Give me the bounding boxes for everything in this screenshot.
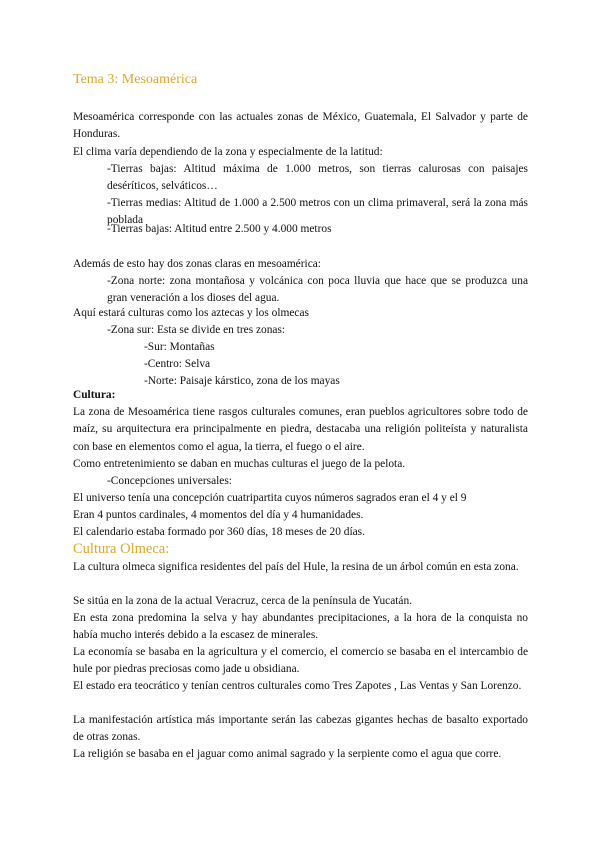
cultura-heading: Cultura: xyxy=(73,389,116,401)
intro-paragraph-2: El clima varía dependiendo de la zona y especialmente de la latitud: xyxy=(73,146,383,158)
olmeca-paragraph-1: La cultura olmeca significa residentes del país del Hule, la resina de un árbol común en esta zona. xyxy=(73,561,519,573)
cultura-paragraph-5: Eran 4 puntos cardinales, 4 momentos del día y 4 humanidades. xyxy=(73,509,364,521)
olmeca-paragraph-3: En esta zona predomina la selva y hay abundantes precipitaciones, a la hora de la conquista no había mucho interés debido a la escasez de minerales. xyxy=(73,612,528,642)
cultura-paragraph-1: La zona de Mesoamérica tiene rasgos culturales comunes, eran pueblos agricultores sobre todo de maíz, su arquitectura era principalmente en piedra, destacaba una religión politeísta y naturalista con base en elementos como el agua, la tierra, el fuego o el aire. xyxy=(73,406,528,453)
olmeca-paragraph-4: La economía se basaba en la agricultura y el comercio, el comercio se basaba en el intercambio de hule por piedras preciosas como jade u obsidiana. xyxy=(73,646,528,676)
zone-south: -Zona sur: Esta se divide en tres zonas: xyxy=(107,324,286,336)
page-title: Tema 3: Mesoamérica xyxy=(73,72,198,87)
climate-item-1: -Tierras bajas: Altitud máxima de 1.000 metros, son tierras calurosas con paisajes deséríticos, selváticos… xyxy=(107,163,528,193)
zone-north: -Zona norte: zona montañosa y volcánica con poca lluvia que hace que se produzca una gran veneración a los dioses del agua. xyxy=(107,275,528,305)
climate-item-2: -Tierras medias: Altitud de 1.000 a 2.500 metros con un clima primaveral, será la zona más poblada xyxy=(107,197,528,227)
olmeca-paragraph-6: La manifestación artística más importante serán las cabezas gigantes hechas de basalto exportado de otras zonas. xyxy=(73,714,528,744)
intro-paragraph-1: Mesoamérica corresponde con las actuales zonas de México, Guatemala, El Salvador y parte de Honduras. xyxy=(73,111,528,141)
climate-item-3: -Tierras bajas: Altitud entre 2.500 y 4.000 metros xyxy=(107,223,332,235)
olmeca-paragraph-2: Se sitúa en la zona de la actual Veracruz, cerca de la península de Yucatán. xyxy=(73,595,413,607)
south-subzone-2: -Centro: Selva xyxy=(144,358,211,370)
cultura-paragraph-3: -Concepciones universales: xyxy=(107,475,232,487)
olmeca-heading: Cultura Olmeca: xyxy=(73,541,170,557)
olmeca-paragraph-5: El estado era teocrático y tenían centros culturales como Tres Zapotes , Las Ventas y San Lorenzo. xyxy=(73,680,522,692)
south-subzone-3: -Norte: Paisaje kárstico, zona de los mayas xyxy=(144,375,340,387)
cultura-paragraph-6: El calendario estaba formado por 360 días, 18 meses de 20 días. xyxy=(73,526,365,538)
south-subzone-1: -Sur: Montañas xyxy=(144,341,215,353)
zones-cultures: Aquí estará culturas como los aztecas y los olmecas xyxy=(73,307,309,319)
olmeca-paragraph-7: La religión se basaba en el jaguar como animal sagrado y la serpiente como el agua que corre. xyxy=(73,748,502,760)
cultura-heading-wrap xyxy=(73,387,528,404)
cultura-paragraph-2: Como entretenimiento se daban en muchas culturas el juego de la pelota. xyxy=(73,458,406,470)
zones-paragraph: Además de esto hay dos zonas claras en mesoamérica: xyxy=(73,258,321,270)
cultura-paragraph-4: El universo tenía una concepción cuatripartita cuyos números sagrados eran el 4 y el 9 xyxy=(73,492,467,504)
